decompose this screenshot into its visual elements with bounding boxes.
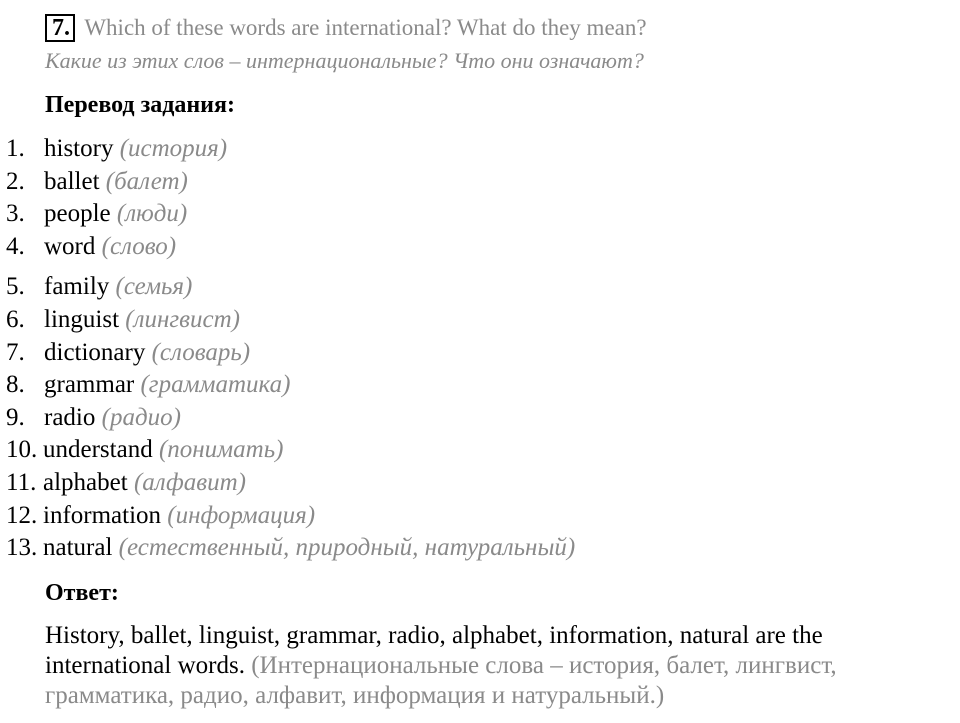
item-translation: (грамматика) <box>140 371 291 399</box>
task-question-en: Which of these words are international? What do they mean? <box>84 15 647 40</box>
list-item <box>6 467 575 500</box>
item-word: dictionary <box>44 338 146 366</box>
list-item <box>6 166 575 199</box>
answer-paragraph <box>45 621 950 711</box>
item-number: 3. <box>6 200 25 228</box>
item-number: 7. <box>6 338 25 366</box>
item-number: 8. <box>6 371 25 399</box>
item-translation: (слово) <box>101 232 177 260</box>
item-number: 6. <box>6 305 25 333</box>
item-word: ballet <box>44 167 100 195</box>
item-number: 4. <box>6 232 25 260</box>
item-word: natural <box>43 534 113 562</box>
item-number: 1. <box>6 135 25 162</box>
item-word: information <box>43 501 162 529</box>
item-translation: (балет) <box>105 167 188 195</box>
list-item <box>6 532 575 565</box>
item-word: grammar <box>44 371 135 399</box>
item-number: 12. <box>6 501 38 529</box>
item-word: linguist <box>44 305 120 333</box>
item-number: 13. <box>6 534 38 562</box>
item-translation: (алфавит) <box>133 468 246 496</box>
list-item <box>6 337 575 370</box>
item-translation: (естественный, природный, натуральный) <box>118 534 576 562</box>
item-word: radio <box>44 403 96 431</box>
list-item <box>6 500 575 533</box>
item-translation: (люди) <box>116 200 188 228</box>
item-word: understand <box>43 436 153 464</box>
item-translation: (семья) <box>115 273 193 301</box>
item-word: people <box>44 200 111 228</box>
item-translation: (понимать) <box>158 436 284 464</box>
list-item <box>6 198 575 231</box>
translation-heading: Перевод задания: <box>45 92 235 118</box>
item-word: family <box>44 273 110 301</box>
list-item <box>6 133 575 166</box>
item-number: 5. <box>6 273 25 301</box>
task-header <box>45 14 647 42</box>
item-number: 2. <box>6 167 25 195</box>
task-question-ru: Какие из этих слов – интернациональные? Что они означают? <box>45 48 644 73</box>
item-translation: (история) <box>119 135 228 162</box>
item-translation: (лингвист) <box>125 305 240 333</box>
list-item <box>6 304 575 337</box>
item-number: 11. <box>6 468 37 496</box>
item-translation: (словарь) <box>151 338 251 366</box>
answer-english: History, ballet, linguist, grammar, radio, alphabet, information, natural are the international words. <box>45 622 823 679</box>
answer-heading: Ответ: <box>45 580 119 606</box>
item-number: 10. <box>6 436 38 464</box>
item-word: word <box>44 232 96 260</box>
item-word: history <box>44 135 114 162</box>
list-item <box>6 271 575 304</box>
list-item <box>6 434 575 467</box>
item-word: alphabet <box>43 468 128 496</box>
task-number-box: 7. <box>45 14 75 42</box>
list-item <box>6 402 575 435</box>
list-item <box>6 369 575 402</box>
item-translation: (информация) <box>167 501 316 529</box>
answer-russian: (Интернациональные слова – история, балет, лингвист, грамматика, радио, алфавит, информация и натуральный.) <box>45 652 837 709</box>
item-number: 9. <box>6 403 25 431</box>
word-list <box>6 133 575 565</box>
list-item <box>6 231 575 264</box>
item-translation: (радио) <box>101 403 181 431</box>
